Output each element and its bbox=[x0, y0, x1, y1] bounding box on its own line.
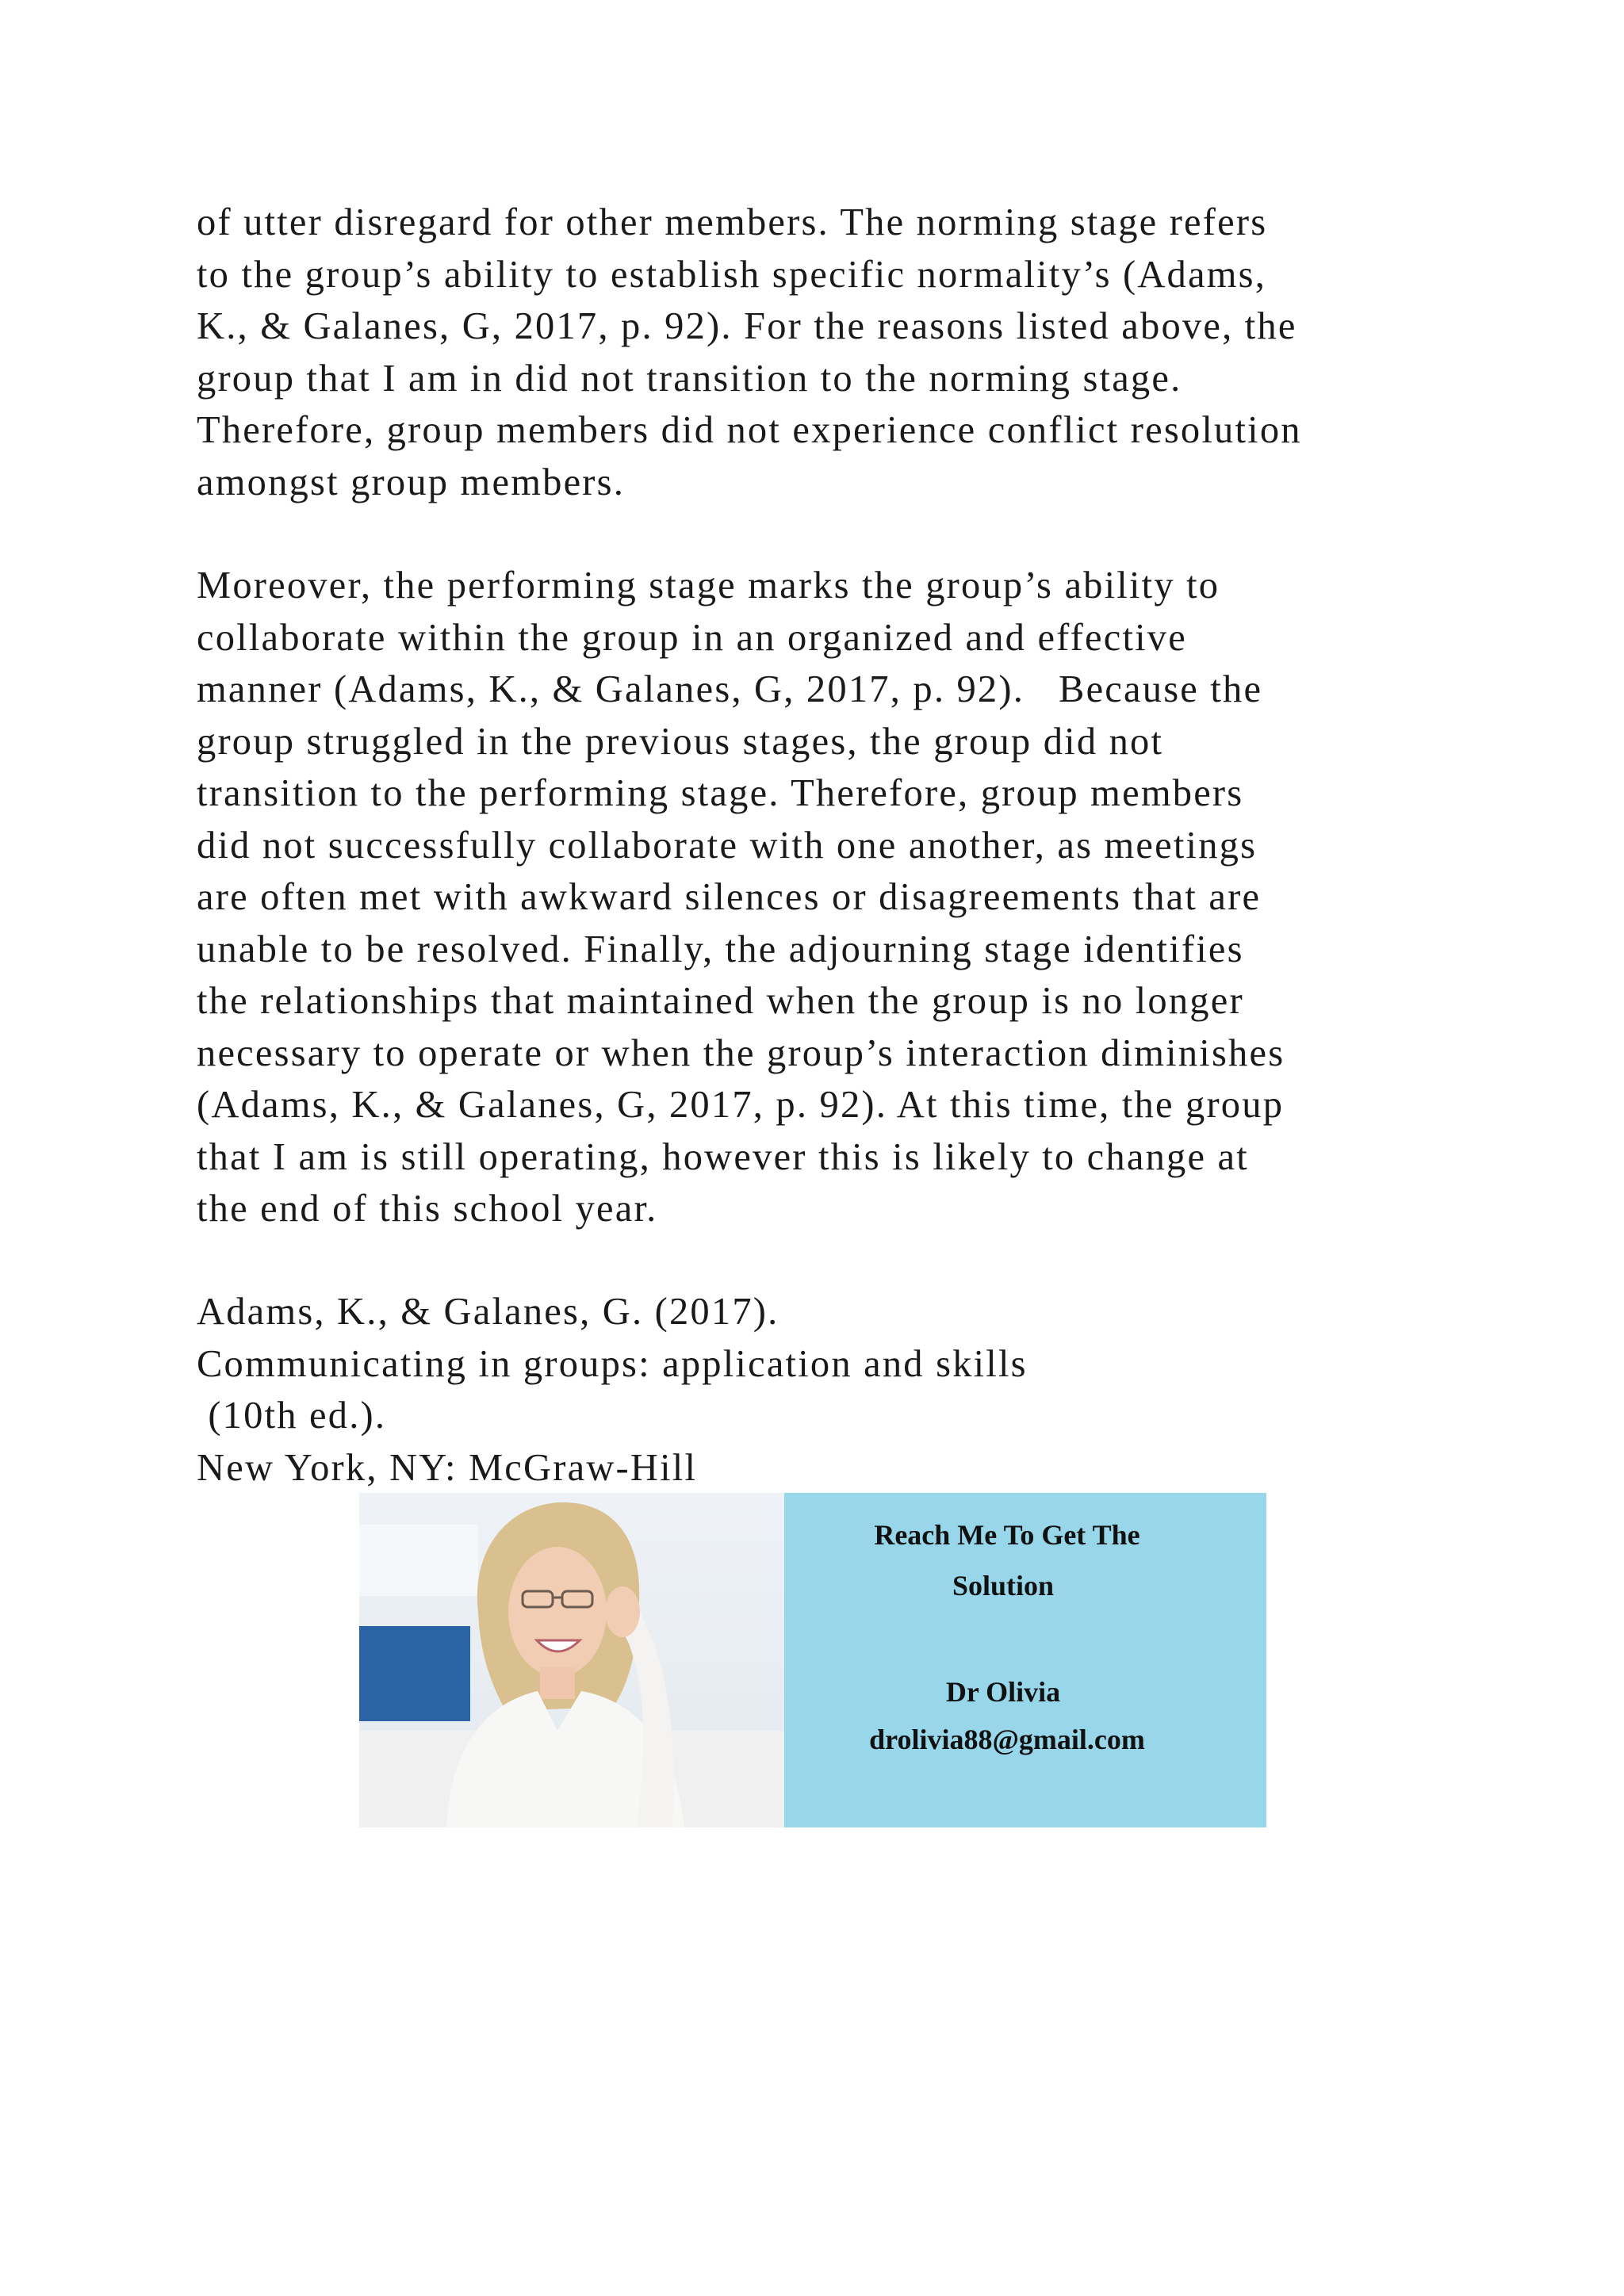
reference-authors: Adams, K., & Galanes, G. (2017). bbox=[197, 1291, 779, 1333]
text-line: unable to be resolved. Finally, the adjourning stage identifies bbox=[197, 928, 1244, 970]
paragraph-norming bbox=[197, 197, 1465, 508]
contact-email: drolivia88@gmail.com bbox=[869, 1724, 1145, 1755]
text-line: of utter disregard for other members. The norming stage refers bbox=[197, 201, 1268, 243]
text-line: transition to the performing stage. Therefore, group members bbox=[197, 772, 1244, 814]
text-line: (Adams, K., & Galanes, G, 2017, p. 92). At this time, the group bbox=[197, 1084, 1285, 1126]
text-line: the relationships that maintained when the group is no longer bbox=[197, 980, 1244, 1022]
contact-name: Dr Olivia bbox=[945, 1676, 1061, 1708]
woman-photo bbox=[359, 1493, 784, 1827]
promo-subheadline: Solution bbox=[952, 1570, 1055, 1601]
text-line: the end of this school year. bbox=[197, 1188, 658, 1230]
text-line: collaborate within the group in an organized and effective bbox=[197, 616, 1187, 659]
reference-edition: (10th ed.). bbox=[197, 1395, 387, 1437]
promo-headline: Reach Me To Get The bbox=[874, 1519, 1140, 1551]
text-line: amongst group members. bbox=[197, 461, 626, 503]
text-line: that I am is still operating, however this is likely to change at bbox=[197, 1135, 1249, 1178]
contact-banner bbox=[359, 1493, 1266, 1827]
text-line: Therefore, group members did not experience conflict resolution bbox=[197, 409, 1302, 451]
paragraph-performing bbox=[197, 560, 1465, 1235]
text-line: are often met with awkward silences or disagreements that are bbox=[197, 876, 1262, 918]
woman-figure-icon bbox=[359, 1493, 784, 1827]
reference-title: Communicating in groups: application and skills bbox=[197, 1342, 1028, 1385]
text-line: Moreover, the performing stage marks the group’s ability to bbox=[197, 564, 1220, 607]
text-line: did not successfully collaborate with one another, as meetings bbox=[197, 824, 1258, 867]
text-line: manner (Adams, K., & Galanes, G, 2017, p. 92). Because the bbox=[197, 668, 1263, 710]
text-line: group that I am in did not transition to the norming stage. bbox=[197, 357, 1182, 400]
text-line: necessary to operate or when the group’s interaction diminishes bbox=[197, 1031, 1285, 1074]
contact-panel bbox=[784, 1493, 1266, 1827]
text-line: K., & Galanes, G, 2017, p. 92). For the reasons listed above, the bbox=[197, 305, 1297, 347]
reference-publisher: New York, NY: McGraw-Hill bbox=[197, 1446, 698, 1489]
text-line: to the group’s ability to establish specific normality’s (Adams, bbox=[197, 253, 1267, 296]
reference-citation bbox=[197, 1286, 1465, 1494]
text-line: group struggled in the previous stages, the group did not bbox=[197, 720, 1164, 763]
